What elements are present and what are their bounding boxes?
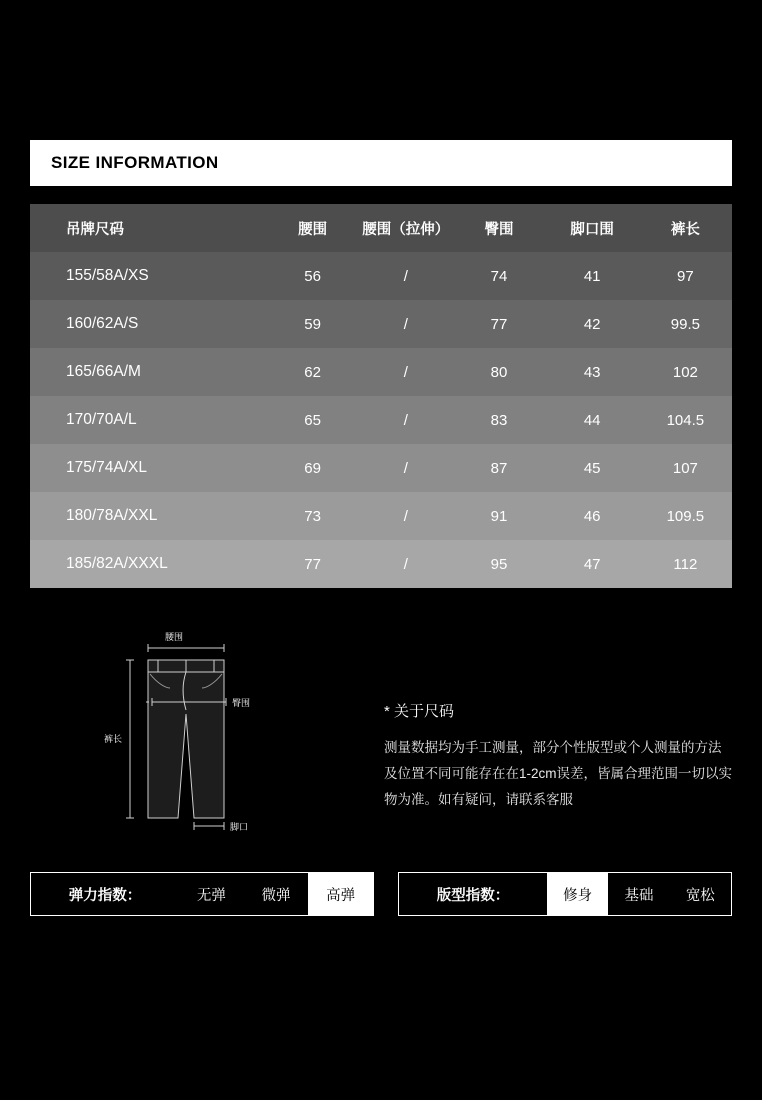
table-row: [30, 348, 732, 396]
cell-length: 112: [673, 555, 698, 573]
cell-waist-stretch: /: [403, 267, 408, 285]
table-row: [30, 540, 732, 588]
cell-leg-opening: 41: [583, 267, 601, 285]
elasticity-option-high[interactable]: 高弹: [308, 873, 373, 915]
cell-waist-stretch: /: [403, 315, 408, 333]
elasticity-option-slight[interactable]: 微弹: [261, 887, 291, 904]
column-header-hip: 臀围: [484, 221, 514, 238]
index-bars: [30, 872, 732, 916]
cell-size: 160/62A/S: [66, 315, 139, 332]
table-row: [30, 396, 732, 444]
cell-length: 104.5: [666, 411, 705, 429]
table-row: [30, 492, 732, 540]
fit-index: [398, 872, 732, 916]
size-information-card: [30, 140, 732, 916]
cell-leg-opening: 43: [583, 363, 601, 381]
fit-label: 版型指数：: [436, 887, 510, 904]
cell-hip: 77: [490, 315, 508, 333]
diagram-label-waist: 腰围: [164, 632, 184, 642]
cell-waist: 62: [304, 363, 321, 381]
cell-hip: 74: [490, 267, 508, 285]
cell-hip: 91: [490, 507, 508, 525]
elasticity-index: [30, 872, 374, 916]
cell-leg-opening: 47: [583, 555, 601, 573]
diagram-label-hip: 臀围: [232, 698, 251, 708]
size-note-title: * 关于尺码: [384, 703, 455, 720]
cell-waist: 73: [304, 507, 321, 525]
cell-waist: 65: [304, 411, 321, 429]
cell-size: 180/78A/XXL: [66, 507, 158, 524]
cell-waist: 59: [304, 315, 321, 333]
cell-length: 107: [672, 459, 698, 477]
table-row: [30, 252, 732, 300]
column-header-tag-size: 吊牌尺码: [66, 221, 124, 238]
diagram-label-opening: 脚口: [230, 822, 249, 832]
column-header-leg-opening: 脚口围: [570, 221, 614, 238]
cell-size: 185/82A/XXXL: [66, 555, 168, 572]
cell-length: 102: [672, 363, 698, 381]
cell-waist-stretch: /: [403, 555, 408, 573]
cell-size: 155/58A/XS: [66, 267, 149, 284]
elasticity-label: 弹力指数：: [68, 887, 142, 904]
cell-hip: 83: [490, 411, 508, 429]
cell-leg-opening: 42: [583, 315, 601, 333]
column-header-length: 裤长: [670, 221, 700, 238]
measurement-guide: [30, 618, 732, 848]
cell-waist: 56: [304, 267, 321, 285]
size-table: [30, 204, 732, 588]
cell-hip: 87: [490, 459, 508, 477]
size-note: [350, 618, 732, 848]
cell-waist-stretch: /: [403, 411, 408, 429]
elasticity-option-none[interactable]: 无弹: [196, 887, 226, 904]
cell-size: 165/66A/M: [66, 363, 141, 380]
cell-size: 175/74A/XL: [66, 459, 148, 476]
cell-waist-stretch: /: [403, 363, 408, 381]
cell-waist-stretch: /: [403, 459, 408, 477]
cell-length: 97: [677, 267, 694, 285]
cell-leg-opening: 45: [583, 459, 601, 477]
column-header-waist-stretch: 腰围（拉伸）: [362, 221, 450, 238]
cell-leg-opening: 44: [583, 411, 601, 429]
table-header-row: [30, 204, 732, 252]
cell-waist: 77: [304, 555, 321, 573]
cell-hip: 80: [490, 363, 508, 381]
cell-hip: 95: [490, 555, 508, 573]
size-note-body: 测量数据均为手工测量，部分个性版型或个人测量的方法及位置不同可能存在在1-2cm误差，皆属合理范围一切以实物为准。如有疑问，请联系客服: [384, 740, 733, 807]
cell-waist-stretch: /: [403, 507, 408, 525]
fit-option-loose[interactable]: 宽松: [685, 887, 715, 904]
cell-length: 109.5: [666, 507, 705, 525]
fit-option-regular[interactable]: 基础: [624, 887, 654, 904]
column-header-waist: 腰围: [298, 221, 328, 238]
cell-size: 170/70A/L: [66, 411, 137, 428]
cell-leg-opening: 46: [583, 507, 601, 525]
table-row: [30, 300, 732, 348]
fit-option-slim[interactable]: 修身: [547, 873, 608, 915]
page-title: SIZE INFORMATION: [51, 153, 219, 172]
diagram-label-length: 裤长: [103, 734, 122, 744]
cell-waist: 69: [304, 459, 321, 477]
pants-diagram: [30, 618, 350, 848]
cell-length: 99.5: [670, 315, 700, 333]
table-row: [30, 444, 732, 492]
pants-measurement-svg: [30, 618, 350, 848]
section-header: [30, 140, 732, 186]
